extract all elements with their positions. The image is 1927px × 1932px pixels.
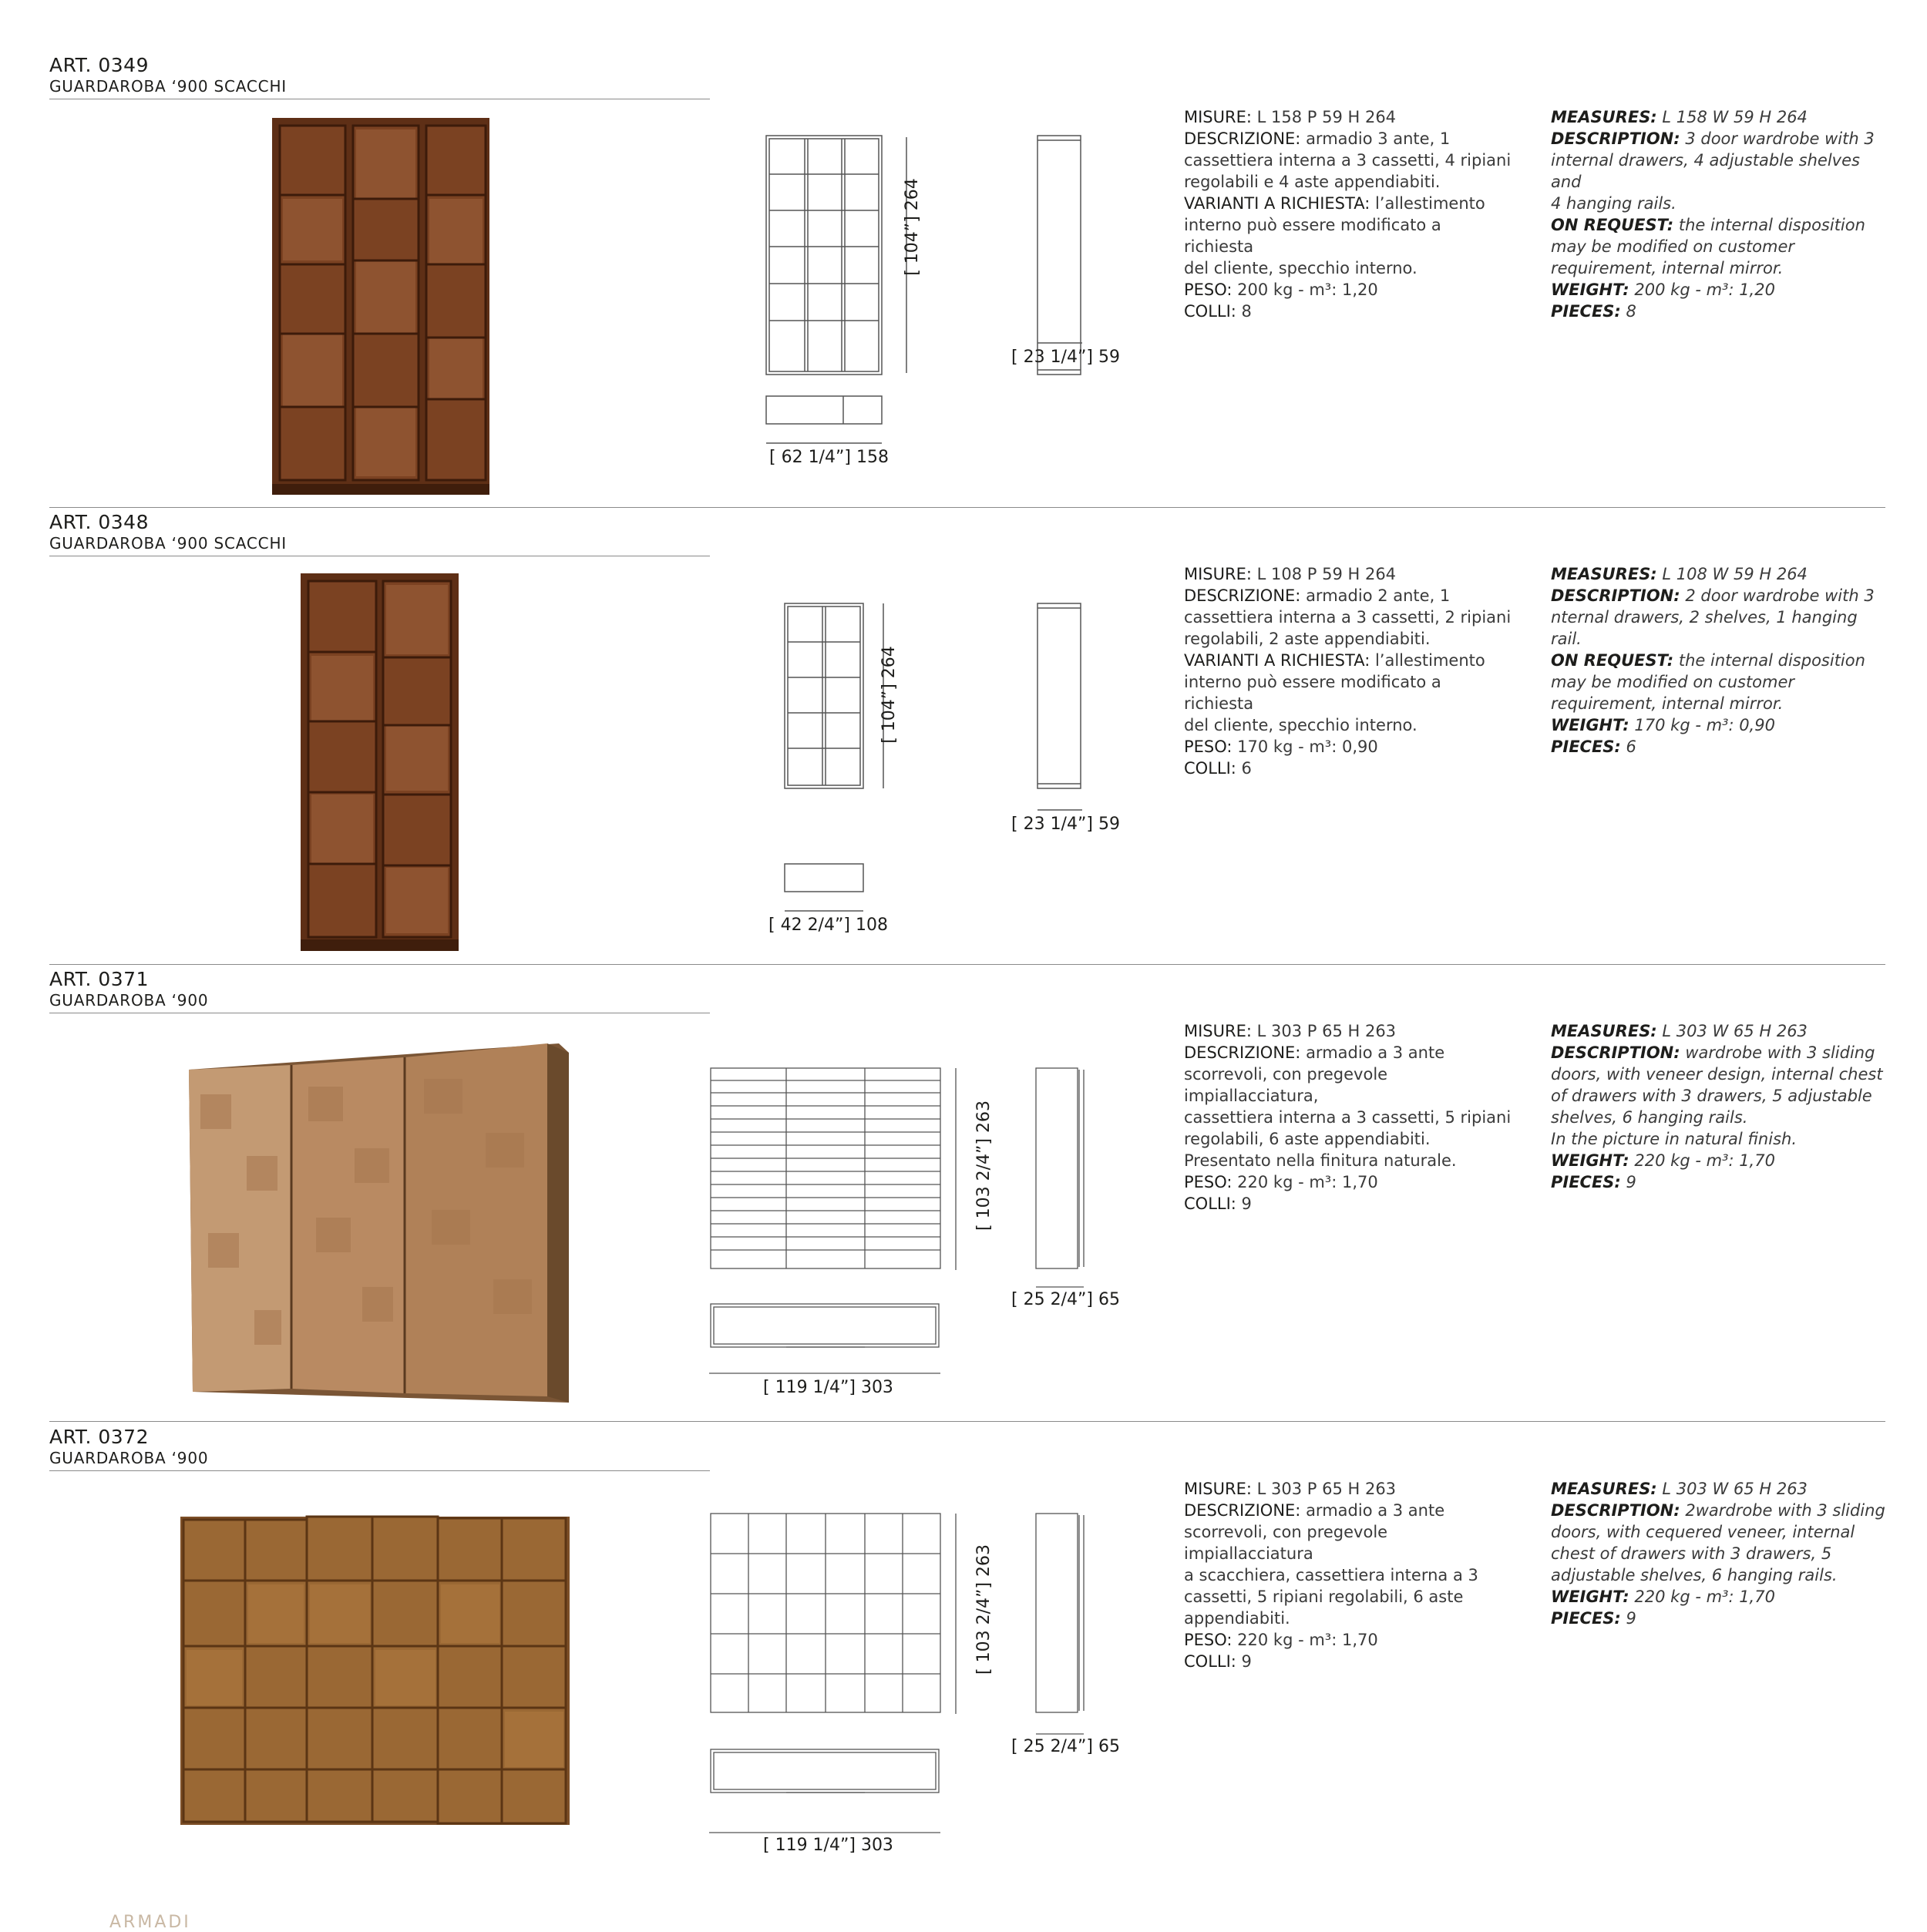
article-number: ART. 0371 [49,968,149,990]
article-number: ART. 0372 [49,1426,149,1448]
height-dimension: [ 103 2/4”] 263 [974,1544,994,1675]
english-description: MEASURES: L 303 W 65 H 263 DESCRIPTION: 2wardrobe with 3 sliding doors, with cequered veneer, internal chest of drawers with 3 drawers, 5 adjustable shelves, 6 hanging rails. WEIGHT: 220 kg - m³: 1,70 PIECES: 9 [1551,1480,1885,1628]
english-description: MEASURES: L 158 W 59 H 264 DESCRIPTION: 3 door wardrobe with 3 internal drawers, 4 adjustable shelves and 4 hanging rails. ON REQUEST: the internal disposition may be modified on customer requirement, internal mirror. WEIGHT: 200 kg - m³: 1,20 PIECES: 8 [1551,108,1875,321]
english-description: MEASURES: L 108 W 59 H 264 DESCRIPTION: 2 door wardrobe with 3 nternal drawers, 2 shelves, 1 hanging rail. ON REQUEST: the internal disposition may be modified on customer requirement, internal mirror. WEIGHT: 170 kg - m³: 0,90 PIECES: 6 [1551,565,1875,756]
width-dimension: [ 119 1/4”] 303 [763,1836,893,1855]
height-dimension: [ 103 2/4”] 263 [974,1100,994,1231]
width-dimension: [ 119 1/4”] 303 [763,1378,893,1397]
product-section-0372 [0,1424,1927,1883]
product-section-0349 [0,52,1927,511]
height-dimension: [ 104”] 264 [902,178,922,276]
depth-dimension: [ 23 1/4”] 59 [1011,348,1120,367]
product-name: GUARDAROBA ‘900 [49,991,209,1010]
footer-section-label: ARMADI [109,1913,191,1932]
section-divider [49,964,1885,965]
width-dimension: [ 62 1/4”] 158 [769,448,889,467]
english-description: MEASURES: L 303 W 65 H 263 DESCRIPTION: wardrobe with 3 sliding doors, with veneer design, internal chest of drawers with 3 drawers, 5 adjustable shelves, 6 hanging rails. In the picture in natural finish. WEIGHT: 220 kg - m³: 1,70 PIECES: 9 [1551,1022,1883,1191]
product-section-0348 [0,509,1927,968]
product-name: GUARDAROBA ‘900 SCACCHI [49,77,287,96]
italian-description: MISURE: L 158 P 59 H 264 DESCRIZIONE: armadio 3 ante, 1 cassettiera interna a 3 cassetti, 4 ripiani regolabili e 4 aste appendiabiti. VARIANTI A RICHIESTA: l’allestimento interno può essere modificato a richiesta del cliente, specchio interno. PESO: 200 kg - m³: 1,20 COLLI: 8 [1184,108,1512,321]
depth-dimension: [ 23 1/4”] 59 [1011,815,1120,834]
depth-dimension: [ 25 2/4”] 65 [1011,1737,1120,1756]
article-number: ART. 0349 [49,54,149,76]
width-dimension: [ 42 2/4”] 108 [768,916,888,935]
product-section-0371 [0,966,1927,1425]
section-divider [49,1421,1885,1422]
product-name: GUARDAROBA ‘900 SCACCHI [49,534,287,553]
height-dimension: [ 104”] 264 [879,646,899,744]
product-name: GUARDAROBA ‘900 [49,1449,209,1467]
technical-drawing [0,509,1156,968]
section-divider [49,507,1885,508]
italian-description: MISURE: L 108 P 59 H 264 DESCRIZIONE: armadio 2 ante, 1 cassettiera interna a 3 cassetti, 2 ripiani regolabili, 2 aste appendiabiti. VARIANTI A RICHIESTA: l’allestimento interno può essere modificato a richiesta del cliente, specchio interno. PESO: 170 kg - m³: 0,90 COLLI: 6 [1184,565,1512,778]
article-number: ART. 0348 [49,511,149,533]
technical-drawing [0,52,1156,511]
italian-description: MISURE: L 303 P 65 H 263 DESCRIZIONE: armadio a 3 ante scorrevoli, con pregevole impiallacciatura a scacchiera, cassettiera interna a 3 cassetti, 5 ripiani regolabili, 6 aste appendiabiti. PESO: 220 kg - m³: 1,70 COLLI: 9 [1184,1480,1478,1671]
italian-description: MISURE: L 303 P 65 H 263 DESCRIZIONE: armadio a 3 ante scorrevoli, con pregevole impiallacciatura, cassettiera interna a 3 cassetti, 5 ripiani regolabili, 6 aste appendiabiti. Presentato nella finitura naturale. PESO: 220 kg - m³: 1,70 COLLI: 9 [1184,1022,1512,1213]
depth-dimension: [ 25 2/4”] 65 [1011,1290,1120,1309]
